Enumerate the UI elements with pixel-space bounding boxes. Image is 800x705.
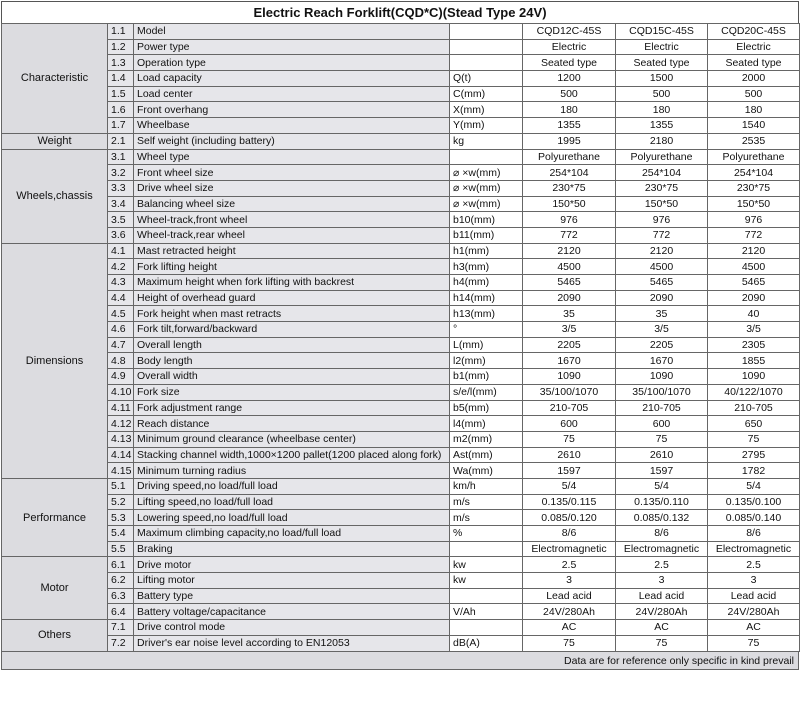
value-cell: 1597 bbox=[616, 463, 708, 479]
spec-sheet bbox=[1, 1, 799, 703]
item-number: 3.4 bbox=[108, 196, 134, 212]
table-row bbox=[2, 604, 800, 620]
parameter-name: Lowering speed,no load/full load bbox=[134, 510, 450, 526]
value-cell: 1200 bbox=[523, 71, 616, 87]
table-row bbox=[2, 478, 800, 494]
unit-cell bbox=[450, 541, 523, 557]
parameter-name: Height of overhead guard bbox=[134, 290, 450, 306]
value-cell: 4500 bbox=[616, 259, 708, 275]
value-cell: 75 bbox=[523, 431, 616, 447]
unit-cell: h4(mm) bbox=[450, 275, 523, 291]
spec-body bbox=[2, 24, 800, 652]
value-cell: 1355 bbox=[523, 118, 616, 134]
value-cell: 2.5 bbox=[523, 557, 616, 573]
table-row bbox=[2, 71, 800, 87]
value-cell: CQD20C-45S bbox=[708, 24, 800, 40]
table-row bbox=[2, 526, 800, 542]
value-cell: 150*50 bbox=[616, 196, 708, 212]
table-row bbox=[2, 133, 800, 149]
value-cell: 976 bbox=[708, 212, 800, 228]
value-cell: 75 bbox=[523, 635, 616, 651]
value-cell: Electromagnetic bbox=[523, 541, 616, 557]
value-cell: 230*75 bbox=[523, 180, 616, 196]
value-cell: Electromagnetic bbox=[616, 541, 708, 557]
item-number: 3.2 bbox=[108, 165, 134, 181]
item-number: 7.1 bbox=[108, 620, 134, 636]
value-cell: 600 bbox=[523, 416, 616, 432]
unit-cell bbox=[450, 620, 523, 636]
parameter-name: Wheel type bbox=[134, 149, 450, 165]
value-cell: 5465 bbox=[616, 275, 708, 291]
item-number: 4.7 bbox=[108, 337, 134, 353]
value-cell: 3/5 bbox=[708, 322, 800, 338]
value-cell: 8/6 bbox=[523, 526, 616, 542]
table-row bbox=[2, 384, 800, 400]
value-cell: 2.5 bbox=[616, 557, 708, 573]
value-cell: 2305 bbox=[708, 337, 800, 353]
value-cell: 75 bbox=[708, 635, 800, 651]
item-number: 4.12 bbox=[108, 416, 134, 432]
unit-cell: m/s bbox=[450, 494, 523, 510]
value-cell: 24V/280Ah bbox=[523, 604, 616, 620]
value-cell: 35 bbox=[616, 306, 708, 322]
unit-cell: % bbox=[450, 526, 523, 542]
item-number: 1.3 bbox=[108, 55, 134, 71]
parameter-name: Front overhang bbox=[134, 102, 450, 118]
value-cell: 5465 bbox=[523, 275, 616, 291]
value-cell: 2090 bbox=[523, 290, 616, 306]
value-cell: 24V/280Ah bbox=[616, 604, 708, 620]
value-cell: 0.085/0.132 bbox=[616, 510, 708, 526]
item-number: 5.5 bbox=[108, 541, 134, 557]
table-row bbox=[2, 573, 800, 589]
item-number: 4.14 bbox=[108, 447, 134, 463]
unit-cell: Y(mm) bbox=[450, 118, 523, 134]
parameter-name: Lifting speed,no load/full load bbox=[134, 494, 450, 510]
parameter-name: Self weight (including battery) bbox=[134, 133, 450, 149]
unit-cell: h1(mm) bbox=[450, 243, 523, 259]
group-label: Motor bbox=[2, 557, 108, 620]
value-cell: 2610 bbox=[616, 447, 708, 463]
value-cell: 2205 bbox=[616, 337, 708, 353]
value-cell: AC bbox=[708, 620, 800, 636]
value-cell: 3 bbox=[523, 573, 616, 589]
value-cell: 2205 bbox=[523, 337, 616, 353]
parameter-name: Drive wheel size bbox=[134, 180, 450, 196]
table-row bbox=[2, 400, 800, 416]
value-cell: Polyurethane bbox=[523, 149, 616, 165]
value-cell: 0.135/0.100 bbox=[708, 494, 800, 510]
group-label: Weight bbox=[2, 133, 108, 149]
unit-cell: h14(mm) bbox=[450, 290, 523, 306]
value-cell: 180 bbox=[523, 102, 616, 118]
parameter-name: Fork lifting height bbox=[134, 259, 450, 275]
value-cell: 4500 bbox=[523, 259, 616, 275]
unit-cell: V/Ah bbox=[450, 604, 523, 620]
unit-cell: Q(t) bbox=[450, 71, 523, 87]
item-number: 1.7 bbox=[108, 118, 134, 134]
unit-cell: b1(mm) bbox=[450, 369, 523, 385]
value-cell: 5465 bbox=[708, 275, 800, 291]
parameter-name: Load capacity bbox=[134, 71, 450, 87]
unit-cell: b11(mm) bbox=[450, 227, 523, 243]
parameter-name: Wheelbase bbox=[134, 118, 450, 134]
unit-cell bbox=[450, 24, 523, 40]
value-cell: 2120 bbox=[708, 243, 800, 259]
value-cell: AC bbox=[616, 620, 708, 636]
parameter-name: Reach distance bbox=[134, 416, 450, 432]
table-row bbox=[2, 337, 800, 353]
parameter-name: Fork height when mast retracts bbox=[134, 306, 450, 322]
value-cell: 600 bbox=[616, 416, 708, 432]
item-number: 4.1 bbox=[108, 243, 134, 259]
value-cell: AC bbox=[523, 620, 616, 636]
unit-cell: l2(mm) bbox=[450, 353, 523, 369]
value-cell: 976 bbox=[523, 212, 616, 228]
value-cell: 1597 bbox=[523, 463, 616, 479]
value-cell: 180 bbox=[616, 102, 708, 118]
item-number: 6.2 bbox=[108, 573, 134, 589]
item-number: 4.5 bbox=[108, 306, 134, 322]
item-number: 6.4 bbox=[108, 604, 134, 620]
value-cell: 75 bbox=[708, 431, 800, 447]
value-cell: 1500 bbox=[616, 71, 708, 87]
item-number: 4.10 bbox=[108, 384, 134, 400]
table-row bbox=[2, 494, 800, 510]
value-cell: CQD12C-45S bbox=[523, 24, 616, 40]
table-row bbox=[2, 588, 800, 604]
table-row bbox=[2, 635, 800, 651]
parameter-name: Drive control mode bbox=[134, 620, 450, 636]
unit-cell: ⌀ ×w(mm) bbox=[450, 180, 523, 196]
value-cell: 254*104 bbox=[708, 165, 800, 181]
value-cell: 75 bbox=[616, 431, 708, 447]
value-cell: 3 bbox=[708, 573, 800, 589]
unit-cell: kw bbox=[450, 573, 523, 589]
value-cell: 1995 bbox=[523, 133, 616, 149]
unit-cell bbox=[450, 588, 523, 604]
parameter-name: Operation type bbox=[134, 55, 450, 71]
table-row bbox=[2, 243, 800, 259]
parameter-name: Power type bbox=[134, 39, 450, 55]
value-cell: 0.085/0.140 bbox=[708, 510, 800, 526]
item-number: 5.3 bbox=[108, 510, 134, 526]
value-cell: 2535 bbox=[708, 133, 800, 149]
value-cell: 1090 bbox=[708, 369, 800, 385]
parameter-name: Braking bbox=[134, 541, 450, 557]
value-cell: CQD15C-45S bbox=[616, 24, 708, 40]
value-cell: 180 bbox=[708, 102, 800, 118]
value-cell: 772 bbox=[616, 227, 708, 243]
group-label: Performance bbox=[2, 478, 108, 556]
unit-cell: h13(mm) bbox=[450, 306, 523, 322]
value-cell: 3 bbox=[616, 573, 708, 589]
unit-cell: L(mm) bbox=[450, 337, 523, 353]
unit-cell: kg bbox=[450, 133, 523, 149]
unit-cell: X(mm) bbox=[450, 102, 523, 118]
parameter-name: Load center bbox=[134, 86, 450, 102]
value-cell: 1090 bbox=[523, 369, 616, 385]
unit-cell: Wa(mm) bbox=[450, 463, 523, 479]
sheet-title: Electric Reach Forklift(CQD*C)(Stead Type 24V) bbox=[1, 1, 799, 23]
value-cell: Electric bbox=[708, 39, 800, 55]
parameter-name: Balancing wheel size bbox=[134, 196, 450, 212]
parameter-name: Wheel-track,front wheel bbox=[134, 212, 450, 228]
value-cell: 2000 bbox=[708, 71, 800, 87]
parameter-name: Minimum turning radius bbox=[134, 463, 450, 479]
value-cell: 2090 bbox=[708, 290, 800, 306]
parameter-name: Minimum ground clearance (wheelbase center) bbox=[134, 431, 450, 447]
parameter-name: Front wheel size bbox=[134, 165, 450, 181]
value-cell: 1782 bbox=[708, 463, 800, 479]
value-cell: 1670 bbox=[616, 353, 708, 369]
unit-cell: b10(mm) bbox=[450, 212, 523, 228]
table-row bbox=[2, 275, 800, 291]
value-cell: 254*104 bbox=[523, 165, 616, 181]
value-cell: 2180 bbox=[616, 133, 708, 149]
parameter-name: Lifting motor bbox=[134, 573, 450, 589]
table-row bbox=[2, 431, 800, 447]
table-row bbox=[2, 212, 800, 228]
table-row bbox=[2, 165, 800, 181]
item-number: 5.2 bbox=[108, 494, 134, 510]
item-number: 4.3 bbox=[108, 275, 134, 291]
value-cell: Lead acid bbox=[616, 588, 708, 604]
value-cell: Seated type bbox=[523, 55, 616, 71]
value-cell: 772 bbox=[523, 227, 616, 243]
parameter-name: Fork tilt,forward/backward bbox=[134, 322, 450, 338]
table-row bbox=[2, 227, 800, 243]
value-cell: 75 bbox=[616, 635, 708, 651]
parameter-name: Mast retracted height bbox=[134, 243, 450, 259]
value-cell: 5/4 bbox=[708, 478, 800, 494]
unit-cell: b5(mm) bbox=[450, 400, 523, 416]
item-number: 6.1 bbox=[108, 557, 134, 573]
value-cell: 650 bbox=[708, 416, 800, 432]
item-number: 4.13 bbox=[108, 431, 134, 447]
parameter-name: Fork adjustment range bbox=[134, 400, 450, 416]
value-cell: 500 bbox=[616, 86, 708, 102]
unit-cell: l4(mm) bbox=[450, 416, 523, 432]
value-cell: 3/5 bbox=[616, 322, 708, 338]
table-row bbox=[2, 620, 800, 636]
value-cell: Lead acid bbox=[708, 588, 800, 604]
parameter-name: Maximum height when fork lifting with backrest bbox=[134, 275, 450, 291]
value-cell: 0.085/0.120 bbox=[523, 510, 616, 526]
table-row bbox=[2, 369, 800, 385]
group-label: Wheels,chassis bbox=[2, 149, 108, 243]
table-row bbox=[2, 541, 800, 557]
value-cell: Seated type bbox=[616, 55, 708, 71]
spec-table bbox=[1, 23, 800, 652]
table-row bbox=[2, 416, 800, 432]
table-row bbox=[2, 290, 800, 306]
value-cell: 35/100/1070 bbox=[616, 384, 708, 400]
item-number: 3.1 bbox=[108, 149, 134, 165]
value-cell: 210-705 bbox=[523, 400, 616, 416]
value-cell: 976 bbox=[616, 212, 708, 228]
unit-cell: m/s bbox=[450, 510, 523, 526]
value-cell: 2120 bbox=[523, 243, 616, 259]
parameter-name: Maximum climbing capacity,no load/full load bbox=[134, 526, 450, 542]
value-cell: Electromagnetic bbox=[708, 541, 800, 557]
value-cell: Electric bbox=[616, 39, 708, 55]
item-number: 4.8 bbox=[108, 353, 134, 369]
value-cell: 210-705 bbox=[616, 400, 708, 416]
item-number: 5.4 bbox=[108, 526, 134, 542]
item-number: 4.2 bbox=[108, 259, 134, 275]
value-cell: 0.135/0.110 bbox=[616, 494, 708, 510]
item-number: 4.4 bbox=[108, 290, 134, 306]
unit-cell: km/h bbox=[450, 478, 523, 494]
value-cell: 2795 bbox=[708, 447, 800, 463]
value-cell: 5/4 bbox=[523, 478, 616, 494]
unit-cell: ° bbox=[450, 322, 523, 338]
group-label: Dimensions bbox=[2, 243, 108, 478]
value-cell: 35 bbox=[523, 306, 616, 322]
table-row bbox=[2, 55, 800, 71]
value-cell: 35/100/1070 bbox=[523, 384, 616, 400]
table-row bbox=[2, 510, 800, 526]
table-row bbox=[2, 463, 800, 479]
item-number: 4.11 bbox=[108, 400, 134, 416]
unit-cell: C(mm) bbox=[450, 86, 523, 102]
item-number: 3.5 bbox=[108, 212, 134, 228]
parameter-name: Drive motor bbox=[134, 557, 450, 573]
item-number: 1.5 bbox=[108, 86, 134, 102]
value-cell: 230*75 bbox=[708, 180, 800, 196]
unit-cell: ⌀ ×w(mm) bbox=[450, 196, 523, 212]
table-row bbox=[2, 86, 800, 102]
value-cell: 1855 bbox=[708, 353, 800, 369]
table-row bbox=[2, 118, 800, 134]
value-cell: 150*50 bbox=[708, 196, 800, 212]
item-number: 7.2 bbox=[108, 635, 134, 651]
value-cell: 2610 bbox=[523, 447, 616, 463]
value-cell: Electric bbox=[523, 39, 616, 55]
table-row bbox=[2, 149, 800, 165]
parameter-name: Driver's ear noise level according to EN12053 bbox=[134, 635, 450, 651]
item-number: 2.1 bbox=[108, 133, 134, 149]
value-cell: 4500 bbox=[708, 259, 800, 275]
value-cell: 2.5 bbox=[708, 557, 800, 573]
parameter-name: Model bbox=[134, 24, 450, 40]
table-row bbox=[2, 24, 800, 40]
value-cell: 1090 bbox=[616, 369, 708, 385]
parameter-name: Body length bbox=[134, 353, 450, 369]
item-number: 4.15 bbox=[108, 463, 134, 479]
table-row bbox=[2, 306, 800, 322]
table-row bbox=[2, 39, 800, 55]
value-cell: 210-705 bbox=[708, 400, 800, 416]
value-cell: 500 bbox=[708, 86, 800, 102]
value-cell: 2120 bbox=[616, 243, 708, 259]
value-cell: 254*104 bbox=[616, 165, 708, 181]
value-cell: 8/6 bbox=[708, 526, 800, 542]
unit-cell: dB(A) bbox=[450, 635, 523, 651]
item-number: 1.6 bbox=[108, 102, 134, 118]
unit-cell bbox=[450, 55, 523, 71]
unit-cell: Ast(mm) bbox=[450, 447, 523, 463]
unit-cell: h3(mm) bbox=[450, 259, 523, 275]
parameter-name: Overall length bbox=[134, 337, 450, 353]
unit-cell: kw bbox=[450, 557, 523, 573]
parameter-name: Stacking channel width,1000×1200 pallet(1200 placed along fork) bbox=[134, 447, 450, 463]
parameter-name: Battery type bbox=[134, 588, 450, 604]
table-row bbox=[2, 353, 800, 369]
item-number: 1.1 bbox=[108, 24, 134, 40]
value-cell: 40/122/1070 bbox=[708, 384, 800, 400]
parameter-name: Overall width bbox=[134, 369, 450, 385]
table-row bbox=[2, 557, 800, 573]
parameter-name: Driving speed,no load/full load bbox=[134, 478, 450, 494]
value-cell: 5/4 bbox=[616, 478, 708, 494]
value-cell: Polyurethane bbox=[616, 149, 708, 165]
table-row bbox=[2, 322, 800, 338]
parameter-name: Battery voltage/capacitance bbox=[134, 604, 450, 620]
item-number: 6.3 bbox=[108, 588, 134, 604]
value-cell: 500 bbox=[523, 86, 616, 102]
item-number: 1.2 bbox=[108, 39, 134, 55]
unit-cell: ⌀ ×w(mm) bbox=[450, 165, 523, 181]
unit-cell: s/e/l(mm) bbox=[450, 384, 523, 400]
item-number: 4.6 bbox=[108, 322, 134, 338]
value-cell: 3/5 bbox=[523, 322, 616, 338]
value-cell: Seated type bbox=[708, 55, 800, 71]
value-cell: 1355 bbox=[616, 118, 708, 134]
group-label: Characteristic bbox=[2, 24, 108, 134]
item-number: 1.4 bbox=[108, 71, 134, 87]
value-cell: 1540 bbox=[708, 118, 800, 134]
parameter-name: Wheel-track,rear wheel bbox=[134, 227, 450, 243]
item-number: 3.6 bbox=[108, 227, 134, 243]
table-row bbox=[2, 180, 800, 196]
value-cell: Polyurethane bbox=[708, 149, 800, 165]
table-row bbox=[2, 196, 800, 212]
value-cell: 150*50 bbox=[523, 196, 616, 212]
value-cell: 40 bbox=[708, 306, 800, 322]
value-cell: 230*75 bbox=[616, 180, 708, 196]
value-cell: 0.135/0.115 bbox=[523, 494, 616, 510]
value-cell: Lead acid bbox=[523, 588, 616, 604]
item-number: 5.1 bbox=[108, 478, 134, 494]
unit-cell: m2(mm) bbox=[450, 431, 523, 447]
table-row bbox=[2, 102, 800, 118]
item-number: 3.3 bbox=[108, 180, 134, 196]
parameter-name: Fork size bbox=[134, 384, 450, 400]
value-cell: 8/6 bbox=[616, 526, 708, 542]
value-cell: 772 bbox=[708, 227, 800, 243]
unit-cell bbox=[450, 149, 523, 165]
footnote: Data are for reference only specific in kind prevail bbox=[1, 652, 799, 670]
table-row bbox=[2, 447, 800, 463]
table-row bbox=[2, 259, 800, 275]
value-cell: 1670 bbox=[523, 353, 616, 369]
item-number: 4.9 bbox=[108, 369, 134, 385]
value-cell: 24V/280Ah bbox=[708, 604, 800, 620]
group-label: Others bbox=[2, 620, 108, 651]
value-cell: 2090 bbox=[616, 290, 708, 306]
unit-cell bbox=[450, 39, 523, 55]
